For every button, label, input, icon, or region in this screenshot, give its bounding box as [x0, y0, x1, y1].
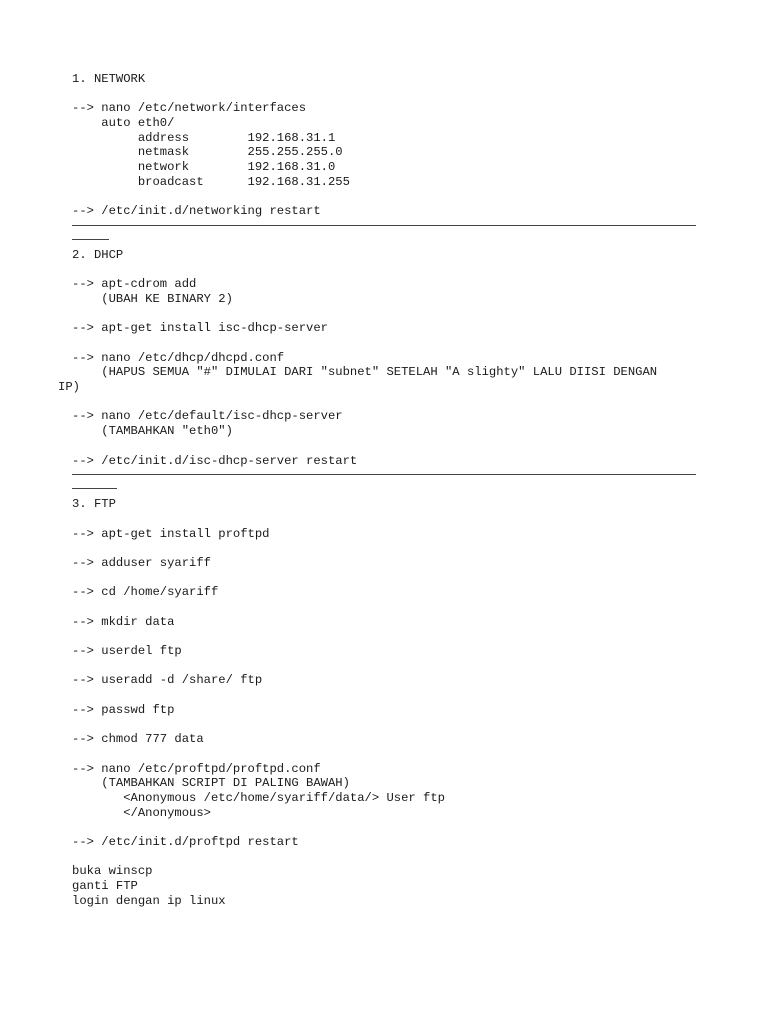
document-page	[58, 72, 696, 908]
network-config-line: address 192.168.31.1	[72, 130, 336, 145]
network-restart-command: --> /etc/init.d/networking restart	[72, 204, 321, 219]
section-divider	[72, 219, 696, 248]
ftp-note: (TAMBAHKAN SCRIPT DI PALING BAWAH)	[72, 776, 350, 791]
ftp-command: --> passwd ftp	[72, 702, 175, 717]
ftp-command: --> nano /etc/proftpd/proftpd.conf	[72, 761, 321, 776]
divider-tail	[72, 488, 117, 489]
blank-line	[72, 512, 696, 527]
ftp-restart-command: --> /etc/init.d/proftpd restart	[72, 835, 299, 849]
blank-line	[72, 395, 696, 410]
blank-line	[72, 541, 696, 556]
blank-line	[72, 747, 696, 762]
network-config-line: auto eth0/	[72, 116, 175, 131]
blank-line	[72, 820, 696, 835]
blank-line	[72, 87, 696, 102]
blank-line	[72, 629, 696, 644]
blank-line	[72, 307, 696, 322]
dhcp-note: (UBAH KE BINARY 2)	[72, 291, 233, 306]
network-config-line: network 192.168.31.0	[72, 160, 336, 175]
ftp-config-line: </Anonymous>	[72, 805, 211, 820]
ftp-command: --> adduser syariff	[72, 555, 211, 570]
dhcp-note: (HAPUS SEMUA "#" DIMULAI DARI "subnet" SETELAH "A slighty" LALU DIISI DENGAN	[72, 365, 658, 380]
ftp-command: --> apt-get install proftpd	[72, 526, 270, 541]
ftp-command: --> chmod 777 data	[72, 732, 204, 747]
ftp-command: --> mkdir data	[72, 614, 175, 629]
ftp-command: --> userdel ftp	[72, 644, 182, 659]
section-heading-dhcp: 2. DHCP	[72, 247, 124, 262]
divider-line	[72, 474, 696, 475]
dhcp-command: --> apt-cdrom add	[72, 277, 197, 292]
note-line: ganti FTP	[72, 879, 138, 894]
blank-line	[72, 571, 696, 586]
section-divider	[72, 468, 696, 497]
section-heading-ftp: 3. FTP	[72, 497, 116, 512]
network-config-line: broadcast 192.168.31.255	[72, 174, 350, 189]
blank-line	[72, 600, 696, 615]
note-line: login dengan ip linux	[72, 893, 226, 908]
blank-line	[72, 190, 696, 205]
blank-line	[72, 688, 696, 703]
dhcp-note: (TAMBAHKAN "eth0")	[72, 424, 233, 439]
note-line: buka winscp	[72, 864, 153, 879]
blank-line	[72, 659, 696, 674]
dhcp-command: --> apt-get install isc-dhcp-server	[72, 321, 328, 336]
blank-line	[72, 718, 696, 733]
divider-line	[72, 225, 696, 226]
divider-tail	[72, 239, 109, 240]
blank-line	[72, 336, 696, 351]
dhcp-command: --> nano /etc/dhcp/dhcpd.conf	[72, 350, 285, 365]
ftp-command: --> useradd -d /share/ ftp	[72, 673, 263, 688]
network-command: --> nano /etc/network/interfaces	[72, 101, 307, 116]
section-heading-network: 1. NETWORK	[72, 72, 146, 86]
ftp-config-line: <Anonymous /etc/home/syariff/data/> User ftp	[72, 790, 445, 805]
ftp-command: --> cd /home/syariff	[72, 585, 219, 600]
blank-line	[72, 263, 696, 278]
dhcp-command: --> nano /etc/default/isc-dhcp-server	[72, 409, 343, 424]
blank-line	[72, 439, 696, 454]
dhcp-note-wrap: IP)	[58, 380, 80, 395]
network-config-line: netmask 255.255.255.0	[72, 145, 343, 160]
dhcp-restart-command: --> /etc/init.d/isc-dhcp-server restart	[72, 453, 358, 468]
blank-line	[72, 850, 696, 865]
